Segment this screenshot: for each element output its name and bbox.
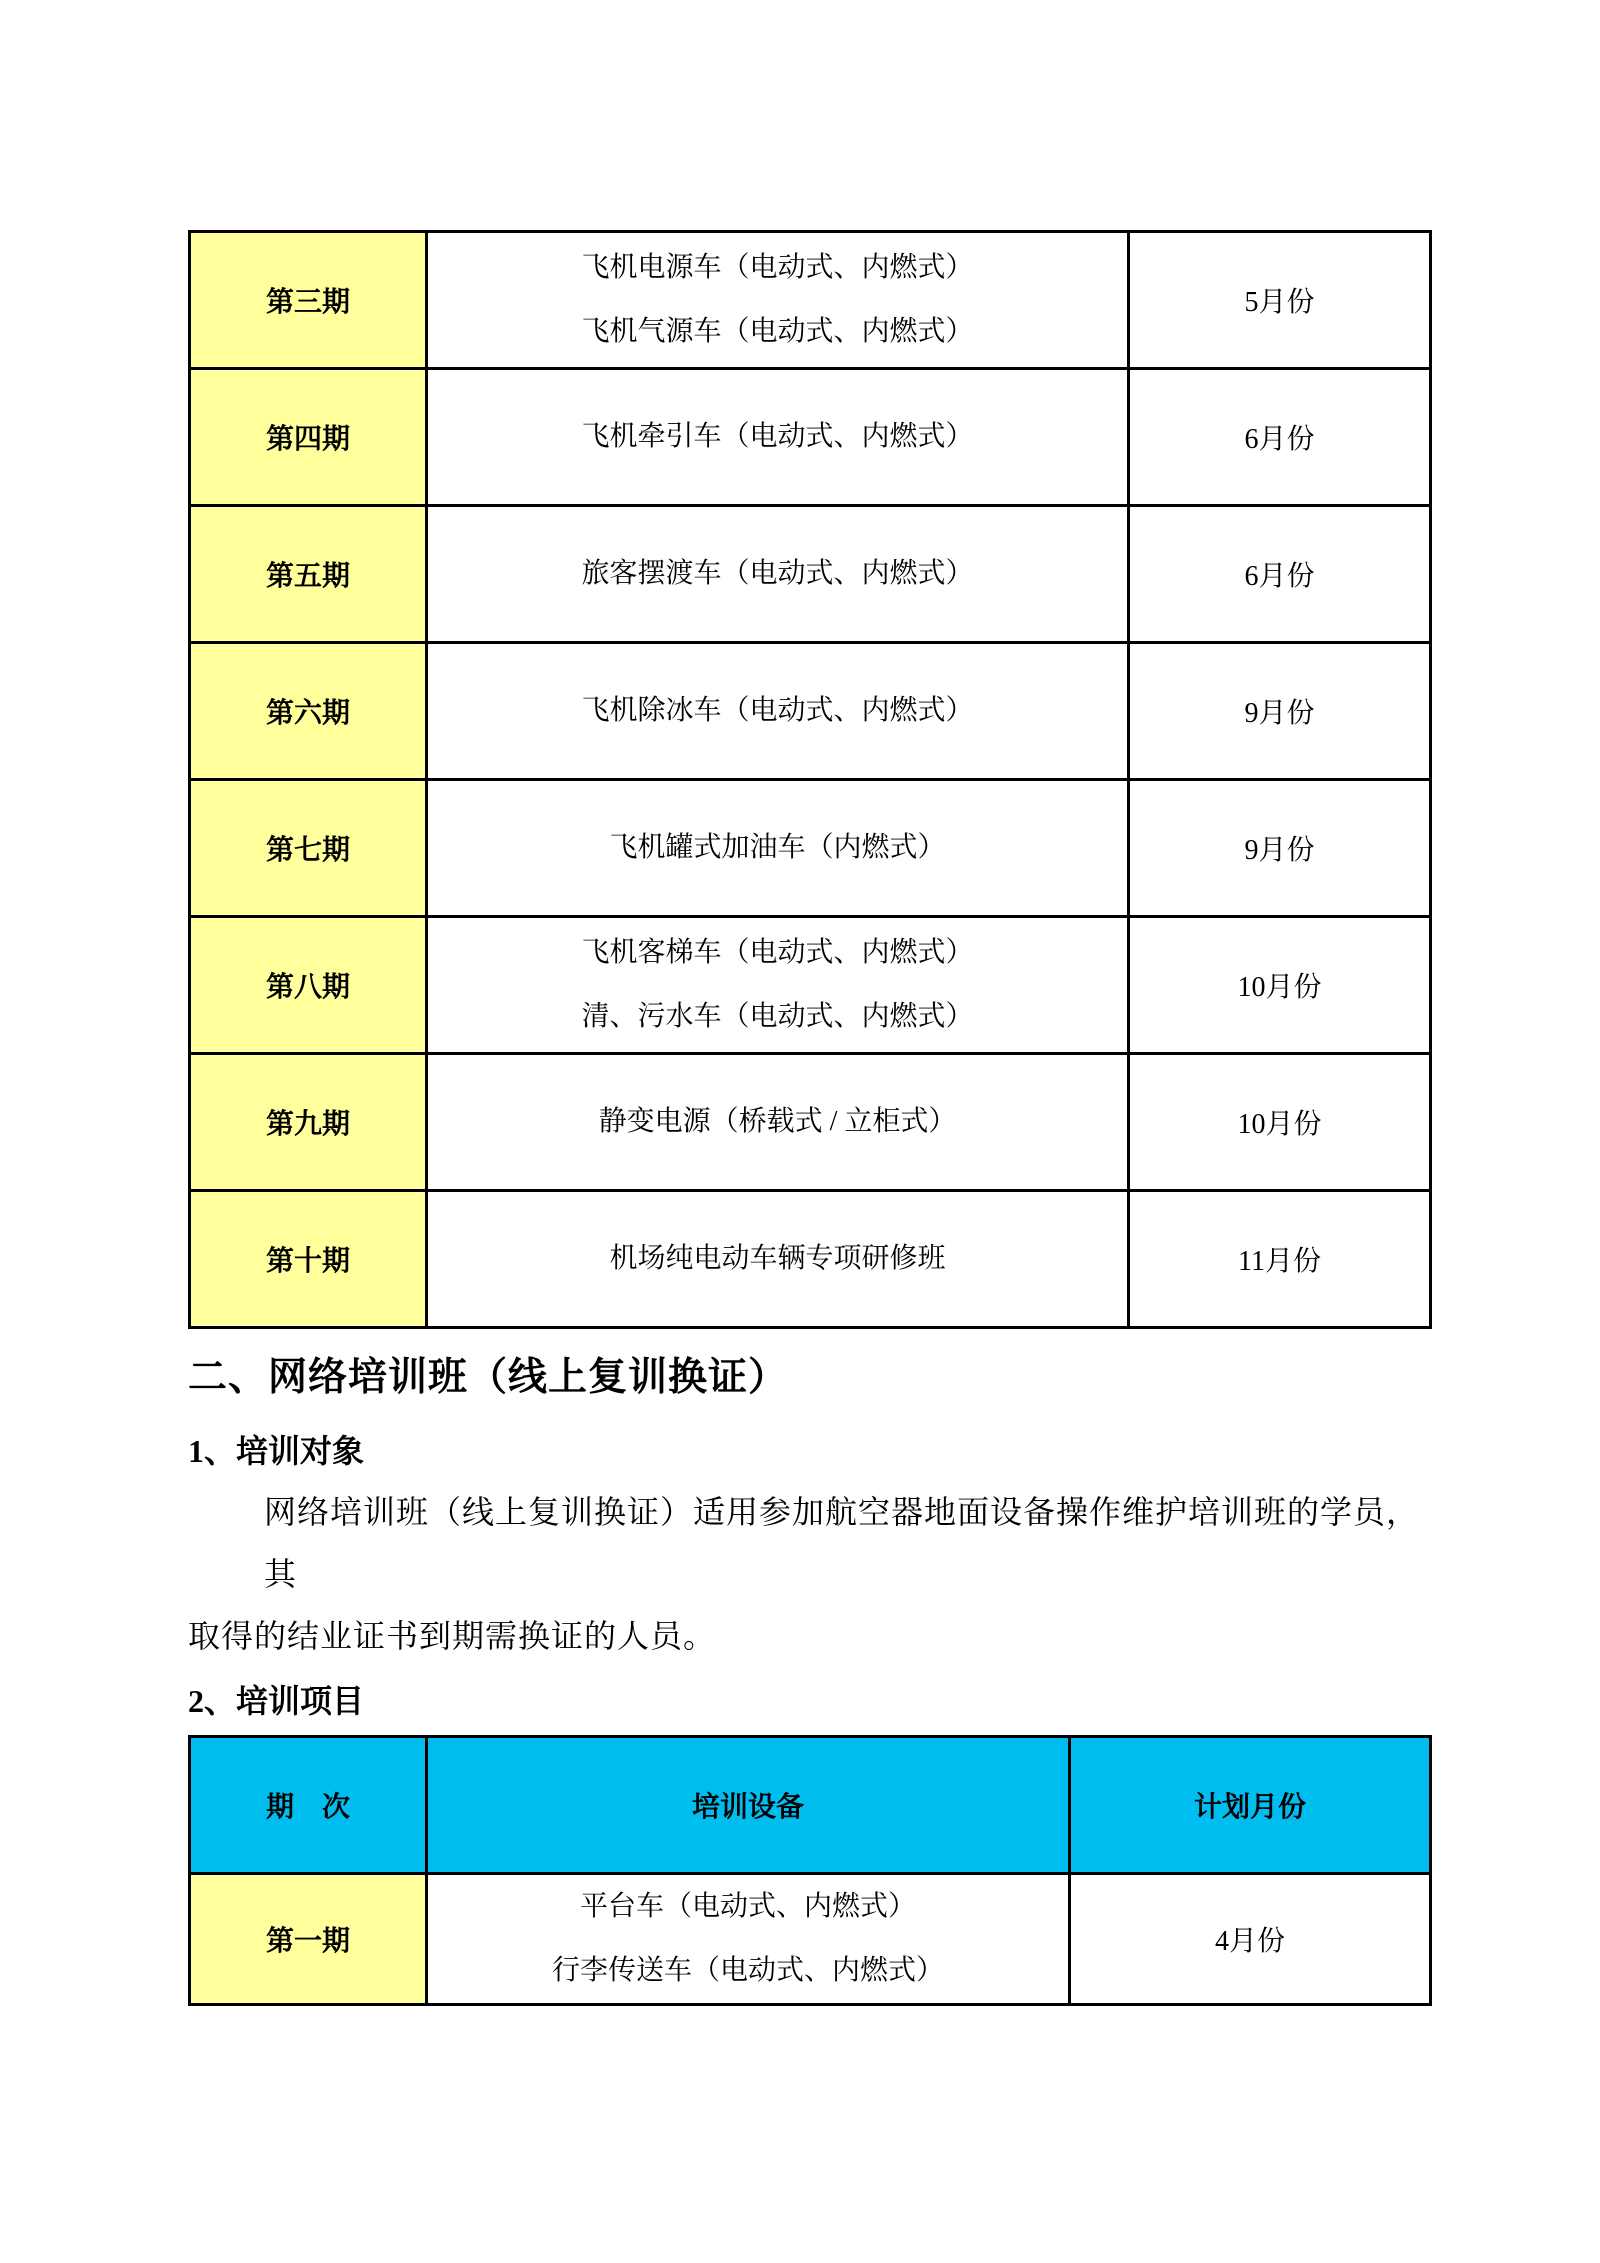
section-heading: 二、网络培训班（线上复训换证） bbox=[188, 1356, 789, 1399]
table-row bbox=[190, 780, 1431, 917]
month-cell: 5月份 bbox=[1129, 232, 1431, 369]
equipment-cell bbox=[427, 1191, 1129, 1328]
table-row bbox=[190, 917, 1431, 1054]
period-cell: 第八期 bbox=[190, 917, 427, 1054]
equipment-cell bbox=[427, 780, 1129, 917]
equipment-line: 行李传送车（电动式、内燃式） bbox=[551, 1955, 944, 1986]
month-cell: 10月份 bbox=[1129, 1054, 1431, 1191]
offline-training-schedule-table bbox=[188, 230, 1432, 1329]
equipment-line: 静变电源（桥载式 / 立柜式） bbox=[598, 1106, 957, 1137]
period-cell: 第一期 bbox=[190, 1874, 427, 2005]
equipment-line: 飞机牵引车（电动式、内燃式） bbox=[581, 421, 974, 452]
page-content bbox=[188, 230, 1429, 2006]
equipment-line: 飞机气源车（电动式、内燃式） bbox=[581, 316, 974, 347]
period-cell: 第十期 bbox=[190, 1191, 427, 1328]
paragraph-line: 取得的结业证书到期需换证的人员。 bbox=[188, 1618, 717, 1654]
equipment-line: 机场纯电动车辆专项研修班 bbox=[609, 1243, 946, 1274]
period-cell: 第六期 bbox=[190, 643, 427, 780]
period-cell: 第五期 bbox=[190, 506, 427, 643]
equipment-cell bbox=[427, 1874, 1070, 2005]
table-row bbox=[190, 1054, 1431, 1191]
sub-heading-training-target: 1、培训对象 bbox=[188, 1433, 365, 1469]
table-row bbox=[190, 232, 1431, 369]
table-row bbox=[190, 369, 1431, 506]
equipment-cell bbox=[427, 917, 1129, 1054]
paragraph-line: 网络培训班（线上复训换证）适用参加航空器地面设备操作维护培训班的学员，其 bbox=[264, 1494, 1420, 1592]
table-row bbox=[190, 1874, 1431, 2005]
period-cell: 第四期 bbox=[190, 369, 427, 506]
month-cell: 9月份 bbox=[1129, 643, 1431, 780]
equipment-cell bbox=[427, 643, 1129, 780]
table-row bbox=[190, 1191, 1431, 1328]
equipment-line: 旅客摆渡车（电动式、内燃式） bbox=[581, 558, 974, 589]
month-cell: 11月份 bbox=[1129, 1191, 1431, 1328]
month-cell: 6月份 bbox=[1129, 369, 1431, 506]
training-target-paragraph bbox=[188, 1481, 1429, 1667]
month-cell: 9月份 bbox=[1129, 780, 1431, 917]
equipment-line: 清、污水车（电动式、内燃式） bbox=[581, 1001, 974, 1032]
month-cell: 10月份 bbox=[1129, 917, 1431, 1054]
online-training-schedule-table bbox=[188, 1735, 1432, 2006]
period-cell: 第九期 bbox=[190, 1054, 427, 1191]
table-row bbox=[190, 506, 1431, 643]
equipment-line: 飞机除冰车（电动式、内燃式） bbox=[581, 695, 974, 726]
equipment-line: 平台车（电动式、内燃式） bbox=[579, 1891, 916, 1922]
equipment-line: 飞机客梯车（电动式、内燃式） bbox=[581, 937, 974, 968]
header-cell-equipment: 培训设备 bbox=[427, 1737, 1070, 1874]
month-cell: 6月份 bbox=[1129, 506, 1431, 643]
equipment-line: 飞机罐式加油车（内燃式） bbox=[609, 832, 946, 863]
header-cell-period: 期 次 bbox=[190, 1737, 427, 1874]
period-cell: 第七期 bbox=[190, 780, 427, 917]
month-cell: 4月份 bbox=[1070, 1874, 1431, 2005]
equipment-cell bbox=[427, 369, 1129, 506]
equipment-cell bbox=[427, 1054, 1129, 1191]
equipment-cell bbox=[427, 506, 1129, 643]
table-row bbox=[190, 643, 1431, 780]
equipment-cell bbox=[427, 232, 1129, 369]
equipment-line: 飞机电源车（电动式、内燃式） bbox=[581, 252, 974, 283]
period-cell: 第三期 bbox=[190, 232, 427, 369]
header-cell-month: 计划月份 bbox=[1070, 1737, 1431, 1874]
table-header-row bbox=[190, 1737, 1431, 1874]
sub-heading-training-items: 2、培训项目 bbox=[188, 1683, 365, 1719]
